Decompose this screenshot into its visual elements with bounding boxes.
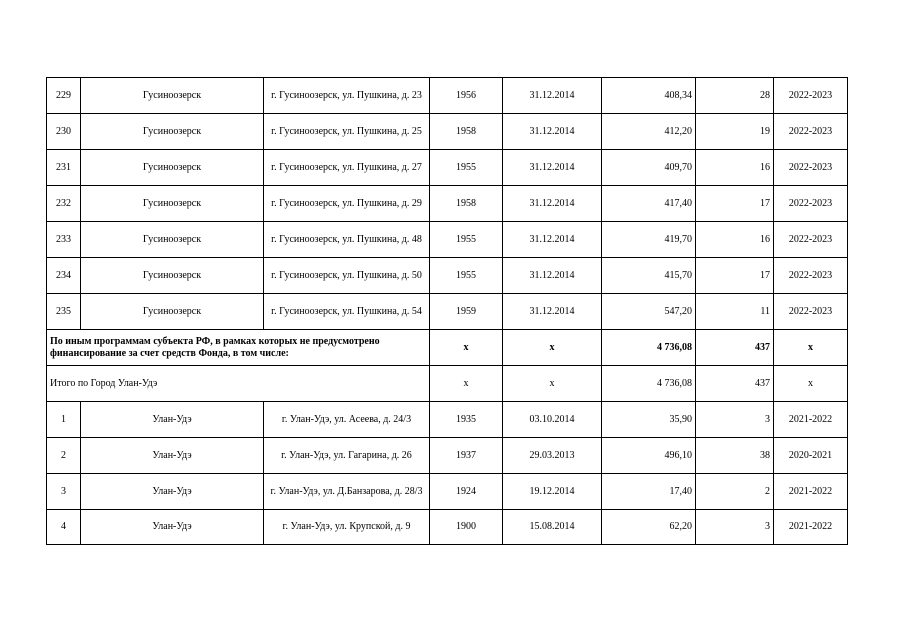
table-body: [47, 78, 848, 545]
date-cell: x: [503, 366, 602, 402]
date-cell: 19.12.2014: [503, 474, 602, 510]
year-cell: 1959: [430, 294, 503, 330]
table-row: [47, 438, 848, 474]
period-cell: 2022-2023: [774, 186, 848, 222]
period-cell: 2020-2021: [774, 438, 848, 474]
row-number-cell: 3: [47, 474, 81, 510]
residents-cell: 2: [696, 474, 774, 510]
table-row: [47, 186, 848, 222]
residents-cell: 3: [696, 510, 774, 545]
table-row: [47, 294, 848, 330]
period-cell: x: [774, 366, 848, 402]
city-cell: Улан-Удэ: [81, 402, 264, 438]
table-row: [47, 474, 848, 510]
area-cell: 415,70: [602, 258, 696, 294]
area-cell: 409,70: [602, 150, 696, 186]
area-cell: 547,20: [602, 294, 696, 330]
date-cell: x: [503, 330, 602, 366]
year-cell: 1955: [430, 222, 503, 258]
row-number-cell: 230: [47, 114, 81, 150]
address-cell: г. Гусиноозерск, ул. Пушкина, д. 50: [264, 258, 430, 294]
table-row: [47, 258, 848, 294]
residents-cell: 17: [696, 186, 774, 222]
row-number-cell: 232: [47, 186, 81, 222]
area-cell: 419,70: [602, 222, 696, 258]
year-cell: x: [430, 366, 503, 402]
city-cell: Гусиноозерск: [81, 294, 264, 330]
address-cell: г. Улан-Удэ, ул. Крупской, д. 9: [264, 510, 430, 545]
year-cell: 1937: [430, 438, 503, 474]
area-cell: 417,40: [602, 186, 696, 222]
area-cell: 4 736,08: [602, 330, 696, 366]
area-cell: 408,34: [602, 78, 696, 114]
residents-cell: 437: [696, 330, 774, 366]
table-row: [47, 114, 848, 150]
residents-cell: 28: [696, 78, 774, 114]
summary-label-cell: Итого по Город Улан-Удэ: [47, 366, 430, 402]
period-cell: 2022-2023: [774, 294, 848, 330]
year-cell: 1956: [430, 78, 503, 114]
row-number-cell: 229: [47, 78, 81, 114]
city-total-row: [47, 366, 848, 402]
year-cell: 1958: [430, 114, 503, 150]
area-cell: 412,20: [602, 114, 696, 150]
period-cell: 2022-2023: [774, 78, 848, 114]
city-cell: Гусиноозерск: [81, 78, 264, 114]
row-number-cell: 4: [47, 510, 81, 545]
table-row: [47, 78, 848, 114]
address-cell: г. Гусиноозерск, ул. Пушкина, д. 29: [264, 186, 430, 222]
year-cell: 1955: [430, 258, 503, 294]
residents-cell: 19: [696, 114, 774, 150]
period-cell: 2021-2022: [774, 510, 848, 545]
area-cell: 4 736,08: [602, 366, 696, 402]
area-cell: 496,10: [602, 438, 696, 474]
city-cell: Улан-Удэ: [81, 438, 264, 474]
area-cell: 35,90: [602, 402, 696, 438]
address-cell: г. Улан-Удэ, ул. Гагарина, д. 26: [264, 438, 430, 474]
address-cell: г. Гусиноозерск, ул. Пушкина, д. 48: [264, 222, 430, 258]
period-cell: 2022-2023: [774, 222, 848, 258]
date-cell: 29.03.2013: [503, 438, 602, 474]
summary-label-cell: По иным программам субъекта РФ, в рамках которых не предусмотрено финансирование за счет средств Фонда, в том числе:: [47, 330, 430, 366]
city-cell: Улан-Удэ: [81, 510, 264, 545]
city-cell: Гусиноозерск: [81, 114, 264, 150]
city-cell: Гусиноозерск: [81, 222, 264, 258]
period-cell: 2021-2022: [774, 474, 848, 510]
year-cell: 1935: [430, 402, 503, 438]
area-cell: 62,20: [602, 510, 696, 545]
period-cell: 2022-2023: [774, 114, 848, 150]
date-cell: 15.08.2014: [503, 510, 602, 545]
address-cell: г. Гусиноозерск, ул. Пушкина, д. 54: [264, 294, 430, 330]
residents-cell: 3: [696, 402, 774, 438]
year-cell: x: [430, 330, 503, 366]
city-cell: Гусиноозерск: [81, 150, 264, 186]
date-cell: 31.12.2014: [503, 258, 602, 294]
housing-register-table: [46, 77, 848, 545]
city-cell: Гусиноозерск: [81, 258, 264, 294]
date-cell: 31.12.2014: [503, 114, 602, 150]
row-number-cell: 2: [47, 438, 81, 474]
residents-cell: 17: [696, 258, 774, 294]
residents-cell: 16: [696, 150, 774, 186]
row-number-cell: 1: [47, 402, 81, 438]
table-row: [47, 510, 848, 545]
address-cell: г. Гусиноозерск, ул. Пушкина, д. 23: [264, 78, 430, 114]
address-cell: г. Улан-Удэ, ул. Д.Банзарова, д. 28/3: [264, 474, 430, 510]
period-cell: x: [774, 330, 848, 366]
year-cell: 1958: [430, 186, 503, 222]
period-cell: 2022-2023: [774, 150, 848, 186]
residents-cell: 11: [696, 294, 774, 330]
period-cell: 2022-2023: [774, 258, 848, 294]
row-number-cell: 234: [47, 258, 81, 294]
date-cell: 31.12.2014: [503, 150, 602, 186]
programs-summary-row: [47, 330, 848, 366]
table-row: [47, 222, 848, 258]
year-cell: 1924: [430, 474, 503, 510]
date-cell: 31.12.2014: [503, 294, 602, 330]
row-number-cell: 233: [47, 222, 81, 258]
address-cell: г. Гусиноозерск, ул. Пушкина, д. 27: [264, 150, 430, 186]
date-cell: 31.12.2014: [503, 222, 602, 258]
table-row: [47, 402, 848, 438]
year-cell: 1900: [430, 510, 503, 545]
period-cell: 2021-2022: [774, 402, 848, 438]
row-number-cell: 231: [47, 150, 81, 186]
date-cell: 31.12.2014: [503, 186, 602, 222]
date-cell: 03.10.2014: [503, 402, 602, 438]
city-cell: Улан-Удэ: [81, 474, 264, 510]
address-cell: г. Гусиноозерск, ул. Пушкина, д. 25: [264, 114, 430, 150]
address-cell: г. Улан-Удэ, ул. Асеева, д. 24/3: [264, 402, 430, 438]
residents-cell: 437: [696, 366, 774, 402]
residents-cell: 16: [696, 222, 774, 258]
table-row: [47, 150, 848, 186]
area-cell: 17,40: [602, 474, 696, 510]
residents-cell: 38: [696, 438, 774, 474]
city-cell: Гусиноозерск: [81, 186, 264, 222]
year-cell: 1955: [430, 150, 503, 186]
date-cell: 31.12.2014: [503, 78, 602, 114]
row-number-cell: 235: [47, 294, 81, 330]
